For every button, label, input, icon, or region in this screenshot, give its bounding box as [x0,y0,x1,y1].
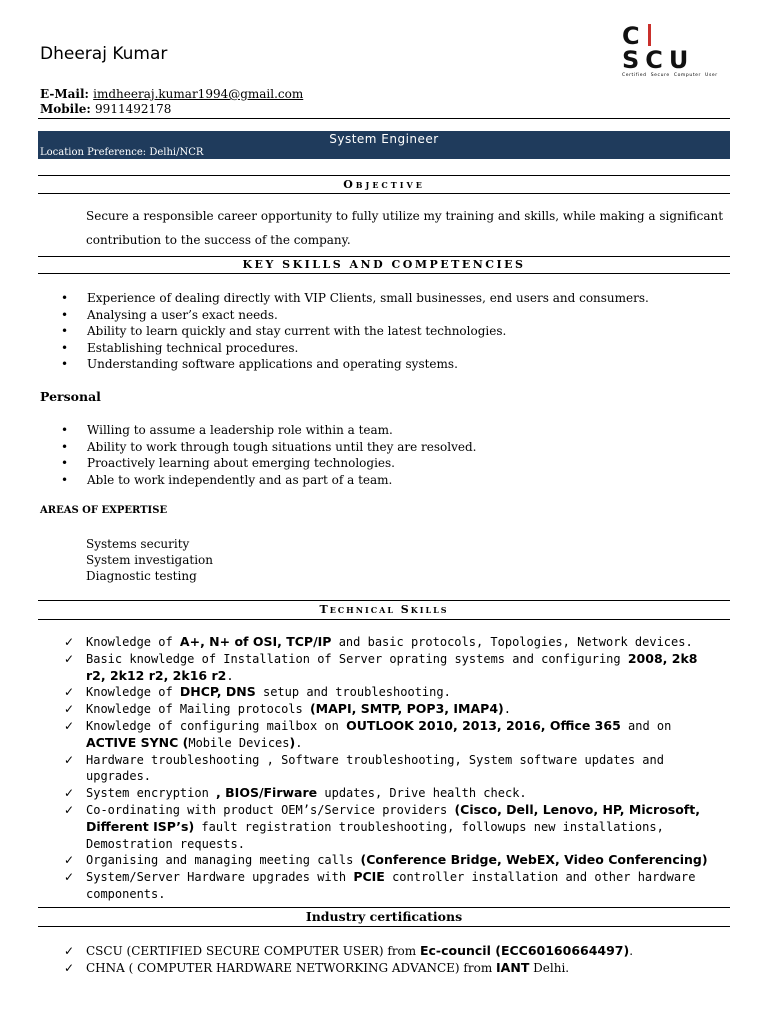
key-skills-heading: KEY SKILLS AND COMPETENCIES [242,258,526,271]
bold-text: DHCP, DNS [179,684,256,700]
bold-text: (Cisco, Dell, Lenovo, HP, Microsoft, Different ISP’s) [86,801,700,834]
divider [38,907,730,908]
text: Mobile Devices [188,735,290,750]
list-item [61,634,711,651]
list-item [61,852,711,869]
divider [38,926,730,927]
text: Knowledge of [86,685,180,700]
list-item [61,718,711,752]
mobile-line [40,102,171,116]
list-item: • Analysing a user’s exact needs. [40,307,649,324]
divider [38,175,730,176]
text: CHNA ( COMPUTER HARDWARE NETWORKING ADVANCE) from [86,960,497,975]
text: Organising and managing meeting calls [86,853,361,868]
divider [38,600,730,601]
location-preference: Location Preference: Delhi/NCR [40,147,204,158]
list-item: • Ability to work through tough situations until they are resolved. [40,439,476,456]
bold-text: 2008, 2k8 r2, 2k12 r2, 2k16 r2 [86,650,698,683]
mobile-number: 9911492178 [95,102,172,116]
text: . [295,735,303,750]
text: setup and troubleshooting. [255,685,451,700]
position-banner [38,131,730,159]
divider [38,273,730,274]
list-item [61,869,711,903]
list-item: • Willing to assume a leadership role within a team. [40,422,476,439]
objective-text: Secure a responsible career opportunity to fully utilize my training and skills, while making a significant contribution to the success of the company. [86,209,724,247]
list-item [61,684,711,701]
cscu-logo-mark: CSCU [622,22,695,74]
text: Knowledge of Mailing protocols [86,702,310,717]
list-item: Systems security [86,537,190,551]
list-item [61,943,711,960]
list-item [61,802,711,852]
list-item: • Able to work independently and as part of a team. [40,472,476,489]
cscu-logo-tagline: Certified Secure Computer User [622,73,718,78]
list-item: • Experience of dealing directly with VIP Clients, small businesses, end users and consumers. [40,290,649,307]
bold-text: (Conference Bridge, WebEX, Video Conferencing) [360,852,708,868]
bold-text: , BIOS/Firware [216,785,318,801]
mobile-label: Mobile: [40,102,91,116]
bold-text: IANT [496,959,530,975]
divider [38,619,730,620]
text: Basic knowledge of Installation of Server oprating systems and configuring [86,651,628,666]
text: fault registration troubleshooting, followups new installations, Demostration requests. [86,819,664,851]
text: . [503,702,511,717]
list-item: • Ability to learn quickly and stay current with the latest technologies. [40,323,649,340]
divider [38,118,730,119]
list-item: System investigation [86,553,213,567]
text: Hardware troubleshooting , Software troubleshooting, System software updates and upgrades. [86,752,664,784]
email-link[interactable]: imdheeraj.kumar1994@gmail.com [93,87,304,101]
technical-skills-heading: Technical Skills [319,603,449,616]
text: System encryption [86,786,217,801]
list-item [61,701,711,718]
bold-text: Ec-council (ECC60160664497) [419,943,630,958]
list-item [61,960,711,977]
list-item [61,651,711,685]
text: Knowledge of [86,635,180,649]
text: . [226,668,234,683]
bold-text: OUTLOOK 2010, 2013, 2016, Office 365 [346,717,621,733]
key-skills-list [40,290,649,373]
expertise-list [86,536,213,584]
text: . [629,944,634,958]
personal-heading: Personal [40,389,101,404]
divider [38,256,730,257]
list-item: Diagnostic testing [86,569,197,583]
list-item: • Understanding software applications and operating systems. [40,356,649,373]
text: CSCU (CERTIFIED SECURE COMPUTER USER) from [86,944,420,958]
list-item: • Establishing technical procedures. [40,340,649,357]
bold-text: ) [289,734,296,750]
expertise-heading: AREAS OF EXPERTISE [40,505,168,516]
personal-list [40,422,476,488]
bold-text: ACTIVE SYNC ( [86,734,189,750]
certifications-list [61,943,711,977]
cscu-logo [622,22,722,78]
technical-skills-list [61,634,711,903]
certifications-heading: Industry certifications [305,909,463,924]
list-item [61,785,711,802]
text: Co-ordinating with product OEM’s/Service providers [86,802,455,817]
list-item [61,752,711,786]
text: updates, Drive health check. [317,786,527,801]
bold-text: PCIE [353,869,385,885]
text: and basic protocols, Topologies, Network devices. [331,635,693,649]
text: Knowledge of configuring mailbox on [86,718,347,733]
email-label: E-Mail: [40,87,89,101]
list-item: • Proactively learning about emerging technologies. [40,455,476,472]
email-line [40,87,303,101]
objective-heading: Objective [343,178,425,191]
candidate-name: Dheeraj Kumar [40,44,168,64]
text: controller installation and other hardware components. [86,870,696,901]
bold-text: (MAPI, SMTP, POP3, IMAP4) [309,701,504,717]
divider [38,193,730,194]
text: Delhi. [529,960,570,975]
text: System/Server Hardware upgrades with [86,870,354,885]
text: and on [620,718,672,733]
bold-text: A+, N+ of OSI, TCP/IP [179,634,332,649]
position-title: System Engineer [329,132,439,146]
